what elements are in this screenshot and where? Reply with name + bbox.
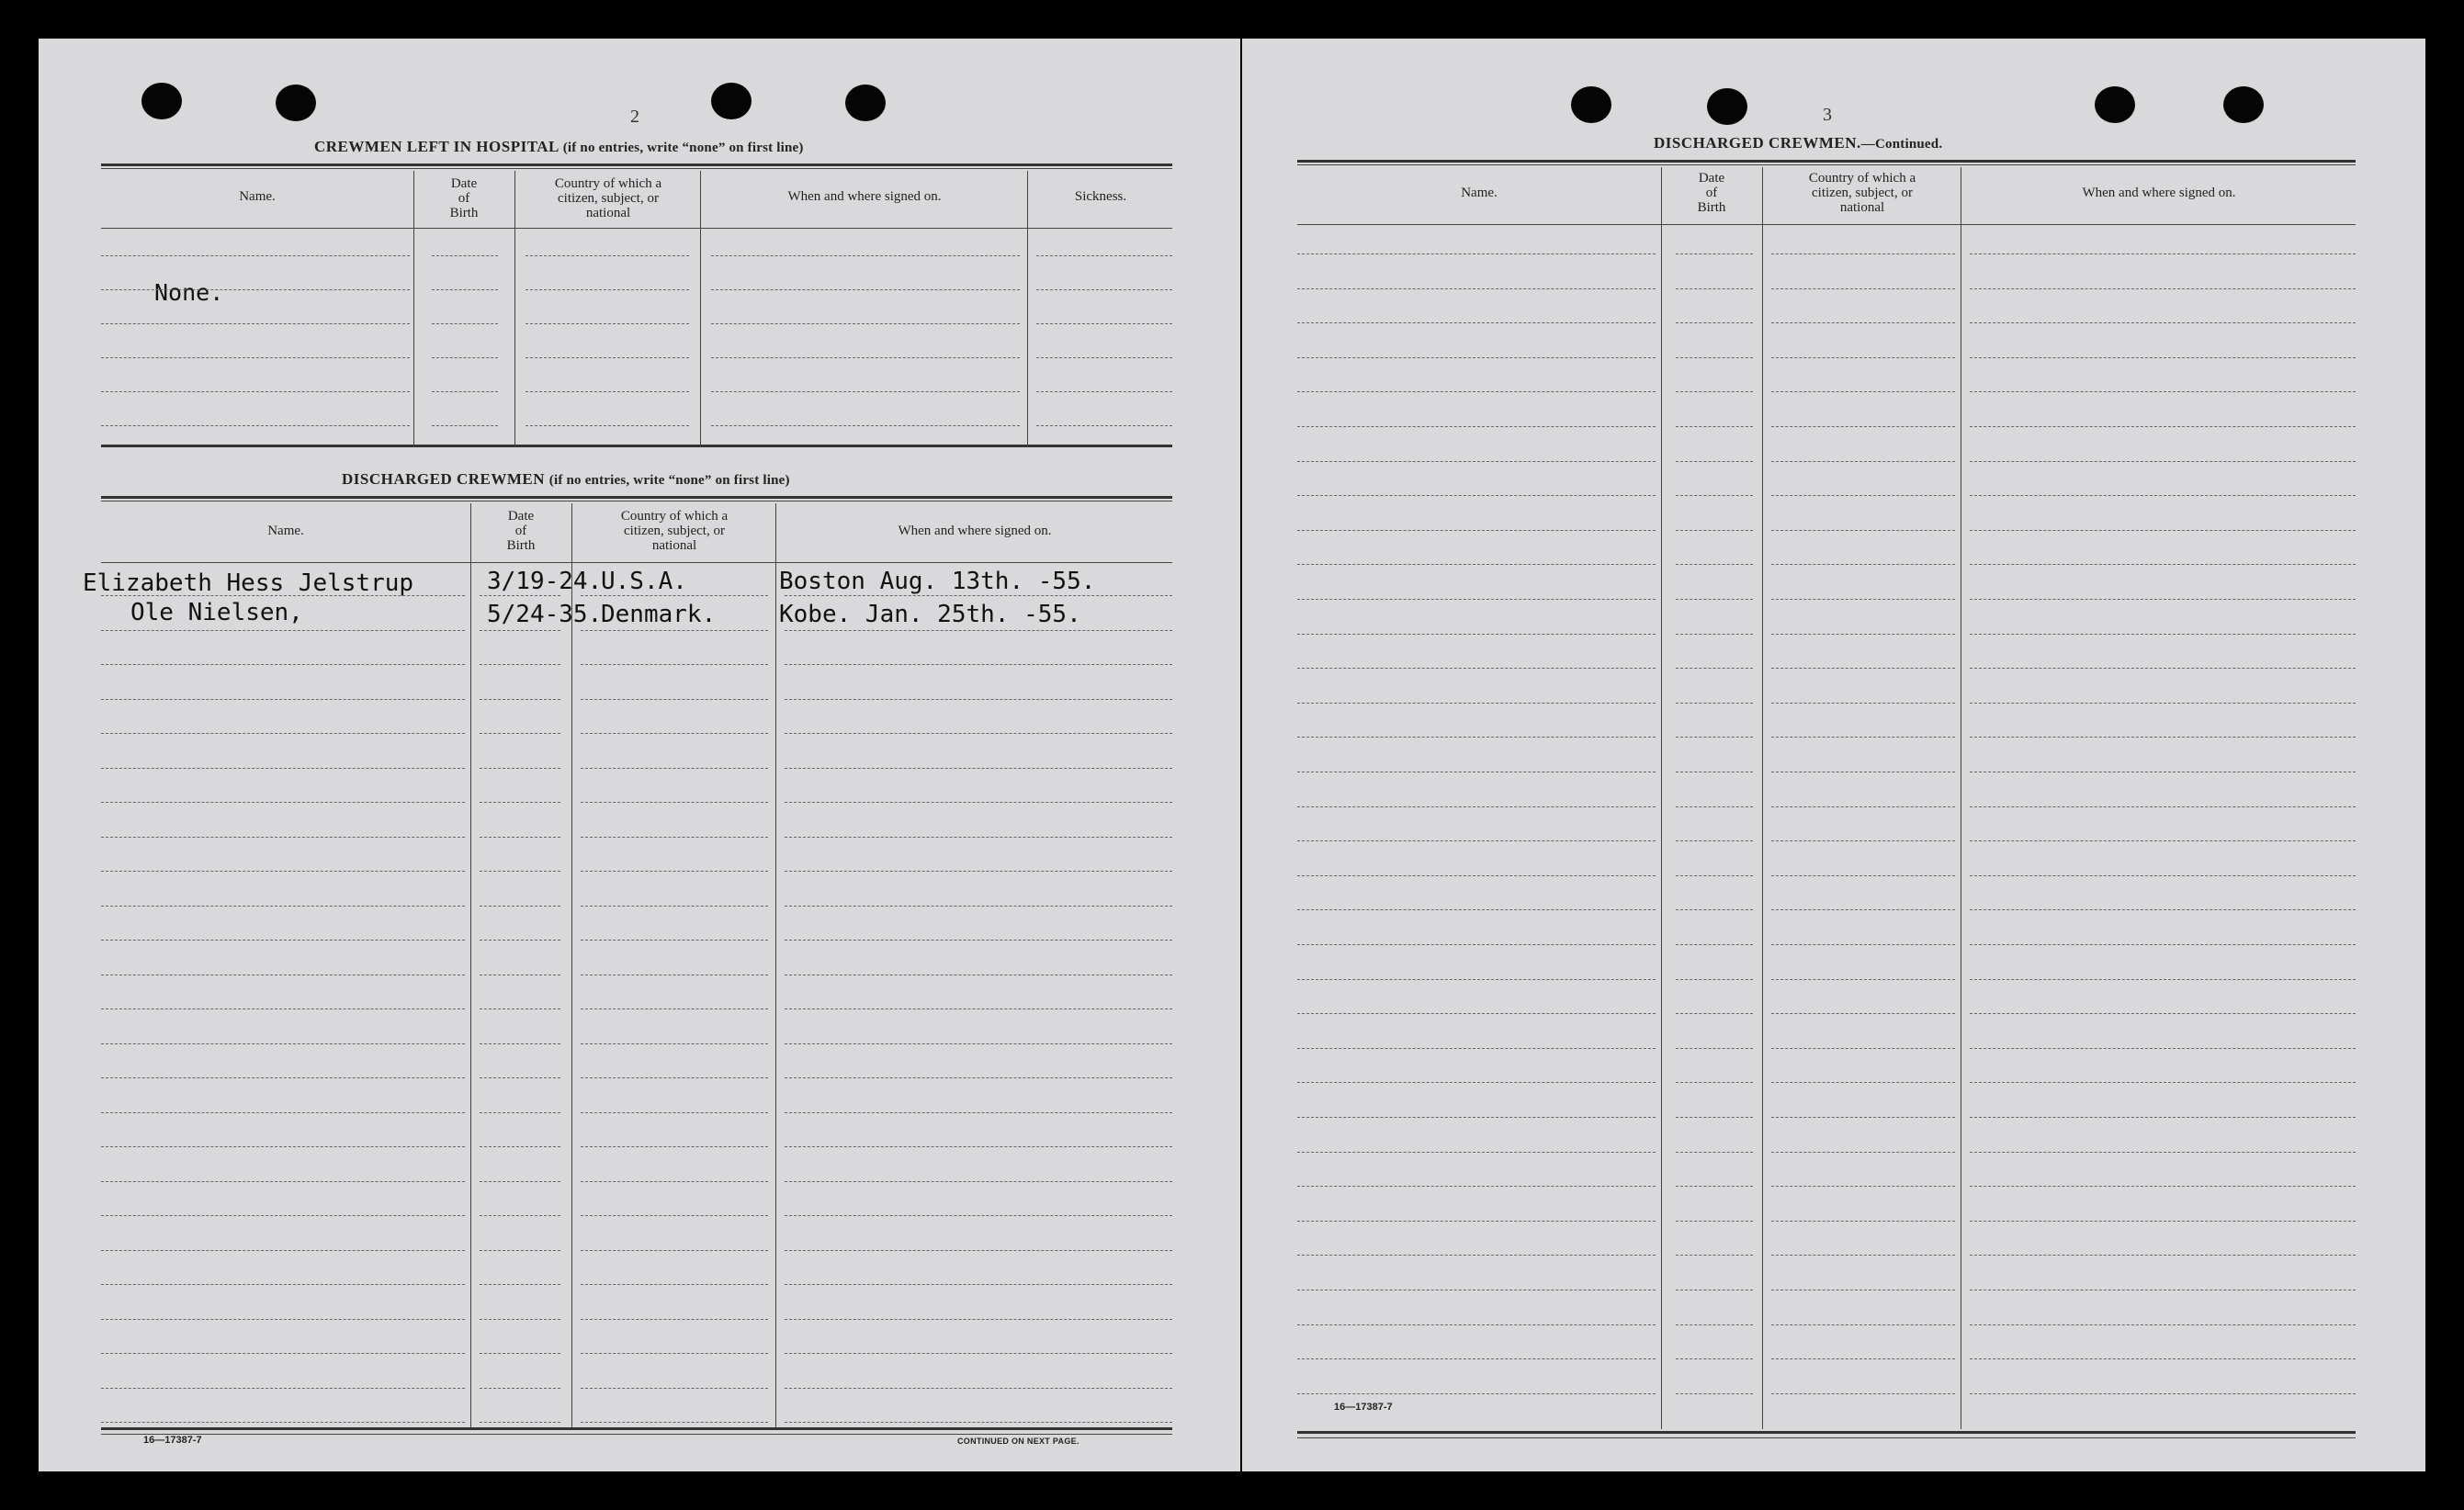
ruled-line <box>1771 944 1955 945</box>
form-number: 16—17387-7 <box>1334 1402 1393 1413</box>
ruled-line <box>1771 737 1955 738</box>
ruled-line <box>1297 1048 1656 1049</box>
ruled-line <box>581 871 768 872</box>
col-signed-on: When and where signed on. <box>787 189 942 204</box>
ruled-line <box>1676 1221 1753 1222</box>
ruled-line <box>1676 634 1753 635</box>
ruled-line <box>1676 737 1753 738</box>
ruled-line <box>1771 391 1955 392</box>
ruled-line <box>1297 1324 1656 1325</box>
ruled-line <box>1297 840 1656 841</box>
ruled-line <box>480 802 560 803</box>
ruled-line <box>101 1215 465 1216</box>
hospital-table <box>101 163 1172 446</box>
ruled-line <box>1771 1013 1955 1014</box>
ruled-line <box>1970 461 2356 462</box>
ruled-line <box>711 391 1020 392</box>
ruled-line <box>711 357 1020 358</box>
ruled-line <box>581 1146 768 1147</box>
ruled-line <box>711 425 1020 426</box>
ruled-line <box>581 1112 768 1113</box>
punch-hole <box>1571 86 1611 123</box>
ruled-line <box>1676 288 1753 289</box>
ruled-line <box>101 1043 465 1044</box>
ruled-line <box>1676 530 1753 531</box>
col-dob: Date of Birth <box>506 509 536 553</box>
ruled-line <box>581 802 768 803</box>
ruled-line <box>480 1077 560 1078</box>
ruled-line <box>1297 599 1656 600</box>
ruled-line <box>785 1284 1172 1285</box>
ruled-line <box>1676 461 1753 462</box>
ruled-line <box>101 699 465 700</box>
ruled-line <box>480 630 560 631</box>
ruled-line <box>1771 909 1955 910</box>
ruled-line <box>581 1353 768 1354</box>
crewman-name: Elizabeth Hess Jelstrup <box>83 569 414 597</box>
ruled-line <box>1297 1082 1656 1083</box>
col-country: Country of which a citizen, subject, or national <box>1808 171 1916 215</box>
ruled-line <box>785 630 1172 631</box>
ruled-line <box>1297 1152 1656 1153</box>
ruled-line <box>1676 495 1753 496</box>
ruled-line <box>1676 322 1753 323</box>
ruled-line <box>101 630 465 631</box>
ruled-line <box>1771 357 1955 358</box>
ruled-line <box>1771 840 1955 841</box>
ruled-line <box>785 1112 1172 1113</box>
ruled-line <box>711 323 1020 324</box>
ruled-line <box>581 837 768 838</box>
ruled-line <box>1771 322 1955 323</box>
ruled-line <box>1676 703 1753 704</box>
ruled-line <box>785 595 1172 596</box>
ruled-line <box>1676 1048 1753 1049</box>
punch-hole <box>2223 86 2264 123</box>
ruled-line <box>1676 426 1753 427</box>
ruled-line <box>1297 806 1656 807</box>
ruled-line <box>101 664 465 665</box>
ruled-line <box>480 1388 560 1389</box>
ruled-line <box>581 1319 768 1320</box>
ruled-line <box>1676 391 1753 392</box>
ruled-line <box>480 837 560 838</box>
ruled-line <box>1297 875 1656 876</box>
ruled-line <box>581 768 768 769</box>
ruled-line <box>1970 1221 2356 1222</box>
ruled-line <box>526 391 689 392</box>
ruled-line <box>711 255 1020 256</box>
ruled-line <box>785 940 1172 941</box>
ruled-line <box>581 1215 768 1216</box>
ruled-line <box>1970 1117 2356 1118</box>
ruled-line <box>1970 634 2356 635</box>
ruled-line <box>1771 426 1955 427</box>
ruled-line <box>1036 357 1172 358</box>
ruled-line <box>101 1353 465 1354</box>
ruled-line <box>1676 909 1753 910</box>
page-number: 2 <box>630 107 639 127</box>
ruled-line <box>785 1250 1172 1251</box>
ruled-line <box>101 940 465 941</box>
ruled-line <box>101 1077 465 1078</box>
punch-hole <box>711 83 752 119</box>
col-sickness: Sickness. <box>1074 189 1127 204</box>
ruled-line <box>1970 391 2356 392</box>
ruled-line <box>1771 1117 1955 1118</box>
ruled-line <box>1771 634 1955 635</box>
hospital-entry: None. <box>154 279 224 306</box>
col-signed-on: When and where signed on. <box>898 524 1052 538</box>
hospital-section-title: CREWMEN LEFT IN HOSPITAL (if no entries, write “none” on first line) <box>314 138 804 155</box>
ruled-line <box>1970 944 2356 945</box>
crewman-dob: 5/24-35. <box>487 601 603 628</box>
ruled-line <box>480 1422 560 1423</box>
ruled-line <box>1970 322 2356 323</box>
ruled-line <box>785 1146 1172 1147</box>
discharged-section-title: DISCHARGED CREWMEN (if no entries, write “none” on first line) <box>342 470 790 488</box>
ruled-line <box>785 802 1172 803</box>
ruled-line <box>1970 288 2356 289</box>
ruled-line <box>785 733 1172 734</box>
ruled-line <box>785 1215 1172 1216</box>
ruled-line <box>1297 668 1656 669</box>
ruled-line <box>785 768 1172 769</box>
ruled-line <box>101 837 465 838</box>
ruled-line <box>581 1250 768 1251</box>
ruled-line <box>1297 357 1656 358</box>
ruled-line <box>101 768 465 769</box>
ruled-line <box>101 1250 465 1251</box>
ruled-line <box>1970 840 2356 841</box>
ruled-line <box>1970 357 2356 358</box>
ruled-line <box>1970 1358 2356 1359</box>
ruled-line <box>480 906 560 907</box>
ruled-line <box>432 255 498 256</box>
ruled-line <box>711 289 1020 290</box>
col-name: Name. <box>1461 186 1498 200</box>
ruled-line <box>480 664 560 665</box>
ruled-line <box>581 1284 768 1285</box>
ruled-line <box>1771 461 1955 462</box>
ruled-line <box>480 595 560 596</box>
ruled-line <box>480 1181 560 1182</box>
ruled-line <box>1771 530 1955 531</box>
ruled-line <box>581 906 768 907</box>
ruled-line <box>1771 564 1955 565</box>
crewman-signed-on: Boston Aug. 13th. -55. <box>779 568 1096 595</box>
col-country: Country of which a citizen, subject, or national <box>554 176 662 220</box>
ruled-line <box>1676 1117 1753 1118</box>
ruled-line <box>1297 944 1656 945</box>
ruled-line <box>581 664 768 665</box>
ruled-line <box>1676 1082 1753 1083</box>
ruled-line <box>1676 357 1753 358</box>
ruled-line <box>1970 426 2356 427</box>
ruled-line <box>1771 1393 1955 1394</box>
ruled-line <box>1970 1152 2356 1153</box>
ruled-line <box>480 1284 560 1285</box>
col-signed-on: When and where signed on. <box>2082 186 2236 200</box>
ruled-line <box>1771 1082 1955 1083</box>
ruled-line <box>1771 599 1955 600</box>
ruled-line <box>1970 909 2356 910</box>
ruled-line <box>480 1250 560 1251</box>
ruled-line <box>1970 806 2356 807</box>
ruled-line <box>432 391 498 392</box>
ruled-line <box>1036 425 1172 426</box>
ruled-line <box>101 289 410 290</box>
ruled-line <box>1297 564 1656 565</box>
discharged-table <box>83 496 1172 1437</box>
right-page <box>1242 39 2425 1471</box>
ruled-line <box>785 1353 1172 1354</box>
crewman-signed-on: Kobe. Jan. 25th. -55. <box>779 601 1081 628</box>
ruled-line <box>1297 1255 1656 1256</box>
ruled-line <box>101 906 465 907</box>
ruled-line <box>1297 1117 1656 1118</box>
ruled-line <box>1676 1013 1753 1014</box>
ruled-line <box>101 1146 465 1147</box>
ruled-line <box>526 357 689 358</box>
ruled-line <box>1970 530 2356 531</box>
ruled-line <box>785 699 1172 700</box>
ruled-line <box>1036 255 1172 256</box>
ruled-line <box>785 837 1172 838</box>
ruled-line <box>1970 1393 2356 1394</box>
ruled-line <box>1676 979 1753 980</box>
ruled-line <box>1297 1358 1656 1359</box>
ruled-line <box>1297 1013 1656 1014</box>
ruled-line <box>480 1043 560 1044</box>
ruled-line <box>581 940 768 941</box>
ruled-line <box>101 425 410 426</box>
ruled-line <box>1771 703 1955 704</box>
ruled-line <box>1771 1255 1955 1256</box>
ruled-line <box>1676 668 1753 669</box>
ruled-line <box>101 1284 465 1285</box>
ruled-line <box>101 323 410 324</box>
ruled-line <box>1970 1013 2356 1014</box>
ruled-line <box>1297 288 1656 289</box>
ruled-line <box>1970 979 2356 980</box>
ruled-line <box>1297 1186 1656 1187</box>
ruled-line <box>101 1112 465 1113</box>
ruled-line <box>480 1215 560 1216</box>
left-page <box>39 39 1240 1471</box>
ruled-line <box>1676 875 1753 876</box>
ruled-line <box>1970 668 2356 669</box>
ruled-line <box>785 871 1172 872</box>
col-name: Name. <box>239 189 276 204</box>
ruled-line <box>101 1181 465 1182</box>
ruled-line <box>1036 391 1172 392</box>
ruled-line <box>101 357 410 358</box>
page-number: 3 <box>1823 105 1832 125</box>
ruled-line <box>785 1181 1172 1182</box>
ruled-line <box>101 871 465 872</box>
ruled-line <box>1771 1048 1955 1049</box>
discharged-continued-table <box>1297 160 2356 1438</box>
ruled-line <box>101 1422 465 1423</box>
continued-note: CONTINUED ON NEXT PAGE. <box>957 1437 1079 1446</box>
ruled-line <box>1970 1255 2356 1256</box>
ruled-line <box>581 733 768 734</box>
ruled-line <box>1970 1324 2356 1325</box>
ruled-line <box>1771 806 1955 807</box>
ruled-line <box>432 323 498 324</box>
ruled-line <box>101 802 465 803</box>
ruled-line <box>785 1077 1172 1078</box>
ruled-line <box>1970 875 2356 876</box>
ruled-line <box>581 1181 768 1182</box>
punch-hole <box>276 85 316 121</box>
ruled-line <box>1297 391 1656 392</box>
crewman-country: Denmark. <box>601 601 717 628</box>
ruled-line <box>1676 1324 1753 1325</box>
crewman-dob: 3/19-24. <box>487 568 603 595</box>
ruled-line <box>526 425 689 426</box>
ruled-line <box>101 733 465 734</box>
ruled-line <box>1676 564 1753 565</box>
ruled-line <box>480 1112 560 1113</box>
crewman-country: U.S.A. <box>601 568 687 595</box>
ruled-line <box>1970 1082 2356 1083</box>
ruled-line <box>1676 1255 1753 1256</box>
ruled-line <box>1676 944 1753 945</box>
ruled-line <box>1297 426 1656 427</box>
ruled-line <box>1771 1186 1955 1187</box>
ruled-line <box>480 940 560 941</box>
ruled-line <box>785 1043 1172 1044</box>
ruled-line <box>480 1353 560 1354</box>
ruled-line <box>1297 909 1656 910</box>
ruled-line <box>581 699 768 700</box>
punch-hole <box>845 85 886 121</box>
ruled-line <box>1771 495 1955 496</box>
ruled-line <box>101 1388 465 1389</box>
ruled-line <box>1771 1221 1955 1222</box>
ruled-line <box>1771 288 1955 289</box>
ruled-line <box>581 1077 768 1078</box>
ruled-line <box>1297 737 1656 738</box>
punch-hole <box>1707 88 1747 125</box>
ruled-line <box>1676 599 1753 600</box>
crewman-name: Ole Nielsen, <box>130 599 303 626</box>
ruled-line <box>526 255 689 256</box>
ruled-line <box>101 391 410 392</box>
ruled-line <box>1297 703 1656 704</box>
ruled-line <box>581 1388 768 1389</box>
ruled-line <box>785 1319 1172 1320</box>
ruled-line <box>1771 1152 1955 1153</box>
ruled-line <box>1771 1324 1955 1325</box>
punch-hole <box>2095 86 2135 123</box>
ruled-line <box>101 1319 465 1320</box>
ruled-line <box>1970 599 2356 600</box>
ruled-line <box>101 595 465 596</box>
ruled-line <box>1676 1393 1753 1394</box>
ruled-line <box>1297 322 1656 323</box>
ruled-line <box>1771 668 1955 669</box>
ruled-line <box>480 1319 560 1320</box>
form-number: 16—17387-7 <box>143 1435 202 1446</box>
ruled-line <box>1297 530 1656 531</box>
ruled-line <box>432 425 498 426</box>
ruled-line <box>1771 979 1955 980</box>
ruled-line <box>101 255 410 256</box>
ruled-line <box>1297 979 1656 980</box>
ruled-line <box>1970 1048 2356 1049</box>
ruled-line <box>1676 806 1753 807</box>
ruled-line <box>1297 495 1656 496</box>
right-section-title: DISCHARGED CREWMEN.—Continued. <box>1654 134 1943 152</box>
ruled-line <box>480 699 560 700</box>
ruled-line <box>432 357 498 358</box>
ruled-line <box>1771 875 1955 876</box>
ruled-line <box>581 630 768 631</box>
ruled-line <box>1297 1221 1656 1222</box>
ruled-line <box>1676 1152 1753 1153</box>
ruled-line <box>1771 1358 1955 1359</box>
ruled-line <box>480 768 560 769</box>
ruled-line <box>785 1422 1172 1423</box>
ruled-line <box>1970 703 2356 704</box>
col-dob: Date of Birth <box>449 176 479 220</box>
ruled-line <box>1297 634 1656 635</box>
ruled-line <box>581 1043 768 1044</box>
ruled-line <box>480 871 560 872</box>
ruled-line <box>785 1388 1172 1389</box>
ruled-line <box>1676 840 1753 841</box>
ruled-line <box>1676 1358 1753 1359</box>
ruled-line <box>581 1422 768 1423</box>
ruled-line <box>1297 1393 1656 1394</box>
ruled-line <box>1297 461 1656 462</box>
ruled-line <box>1970 495 2356 496</box>
ruled-line <box>1970 564 2356 565</box>
ruled-line <box>581 595 768 596</box>
ruled-line <box>1676 1186 1753 1187</box>
col-country: Country of which a citizen, subject, or national <box>620 509 729 553</box>
ruled-line <box>1970 737 2356 738</box>
ruled-line <box>526 323 689 324</box>
ruled-line <box>1036 323 1172 324</box>
ruled-line <box>1970 1186 2356 1187</box>
col-name: Name. <box>267 524 304 538</box>
ruled-line <box>480 1146 560 1147</box>
ruled-line <box>1036 289 1172 290</box>
col-dob: Date of Birth <box>1697 171 1726 215</box>
ruled-line <box>526 289 689 290</box>
ruled-line <box>785 664 1172 665</box>
ruled-line <box>480 733 560 734</box>
ruled-line <box>785 906 1172 907</box>
punch-hole <box>141 83 182 119</box>
ruled-line <box>432 289 498 290</box>
